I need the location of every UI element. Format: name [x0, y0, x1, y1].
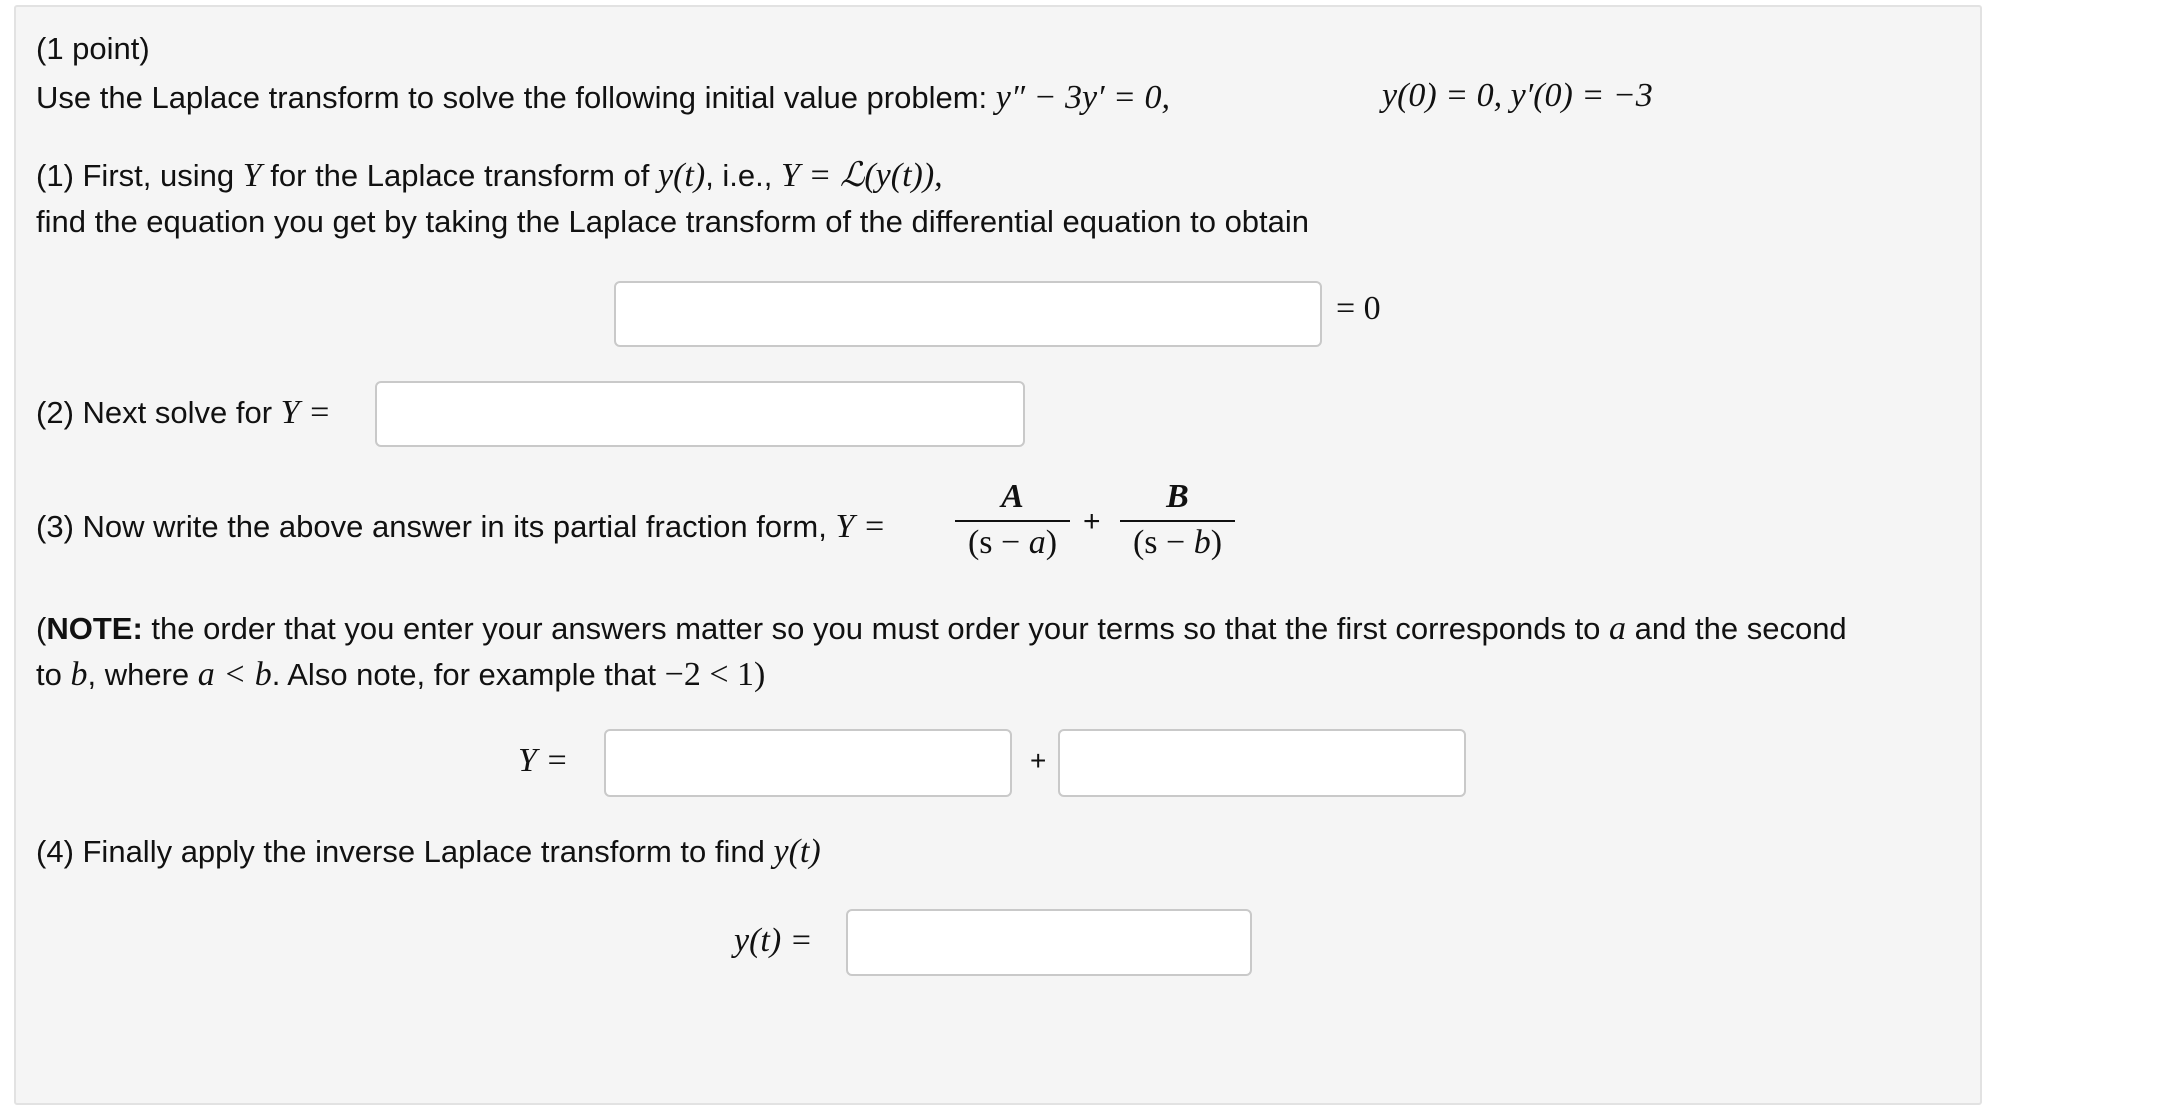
part4-y-of-t: y(t) [773, 833, 821, 870]
answer-Y-label: Y = [518, 742, 569, 779]
part2-label [36, 394, 331, 432]
note-inequality: a < b [197, 656, 272, 693]
fraction-B-den-suffix: ) [1210, 524, 1223, 561]
note-line1-end: and the second [1634, 611, 1847, 646]
fraction-B-numerator: B [1166, 478, 1189, 515]
part1-line2: find the equation you get by taking the Laplace transform of the differential equation to obtain [36, 204, 1310, 239]
part3-label-text: (3) Now write the above answer in its partial fraction form, [36, 509, 827, 544]
note-open-paren: ( [36, 611, 47, 646]
note-var-b: b [70, 656, 88, 693]
part3-plus: + [1083, 505, 1101, 538]
ode-equation: y″ − 3y′ = 0, [995, 79, 1170, 116]
part1-prefix: (1) First, using [36, 158, 235, 193]
fraction-A-denominator [955, 520, 1070, 562]
note-line2-mid: , where [87, 657, 190, 692]
part2-label-text: (2) Next solve for [36, 395, 273, 430]
problem-intro-text: Use the Laplace transform to solve the following initial value problem: [36, 80, 988, 115]
part1-equals-zero: = 0 [1336, 290, 1381, 327]
problem-intro [36, 79, 1170, 117]
part3-label [36, 508, 886, 546]
note-bold: NOTE: [46, 611, 143, 646]
note-line2-start: to [36, 657, 62, 692]
note-line1-text: the order that you enter your answers matter so you must order your terms so that the first corresponds to [142, 611, 1601, 646]
note-line2 [36, 656, 765, 694]
partial-fraction-A [955, 478, 1070, 562]
partial-fraction-first-input[interactable] [604, 729, 1012, 797]
fraction-A-den-var: a [1028, 524, 1046, 561]
part2-Y-input[interactable] [375, 381, 1025, 447]
part1-line1 [36, 157, 943, 195]
part1-suffix: , i.e., [705, 158, 773, 193]
points-label: (1 point) [36, 31, 150, 66]
part1-mid: for the Laplace transform of [270, 158, 650, 193]
part1-definition: Y = ℒ(y(t)), [781, 157, 943, 194]
partial-fraction-second-input[interactable] [1058, 729, 1466, 797]
partial-fraction-B [1120, 478, 1235, 562]
fraction-A-numerator: A [1001, 478, 1024, 515]
part4-answer-label: y(t) = [734, 922, 813, 959]
note-line2-mid2: . Also note, for example that [271, 657, 657, 692]
part1-transform-input[interactable] [614, 281, 1322, 347]
part1-var-Y: Y [242, 157, 262, 194]
inverse-laplace-input[interactable] [846, 909, 1252, 976]
note-var-a: a [1609, 610, 1627, 647]
answer-plus: + [1030, 745, 1047, 776]
fraction-A-den-prefix: (s − [967, 524, 1029, 561]
part1-y-of-t: y(t) [658, 157, 706, 194]
note-line1 [36, 610, 1847, 648]
initial-conditions: y(0) = 0, y′(0) = −3 [1382, 77, 1653, 114]
note-example: −2 < 1) [664, 656, 766, 693]
part2-var: Y = [280, 394, 331, 431]
fraction-B-denominator [1120, 520, 1235, 562]
fraction-A-den-suffix: ) [1045, 524, 1058, 561]
part4-label-text: (4) Finally apply the inverse Laplace transform to find [36, 834, 765, 869]
part4-label [36, 833, 821, 871]
part3-var: Y = [835, 508, 886, 545]
fraction-B-den-prefix: (s − [1132, 524, 1194, 561]
fraction-B-den-var: b [1193, 524, 1211, 561]
